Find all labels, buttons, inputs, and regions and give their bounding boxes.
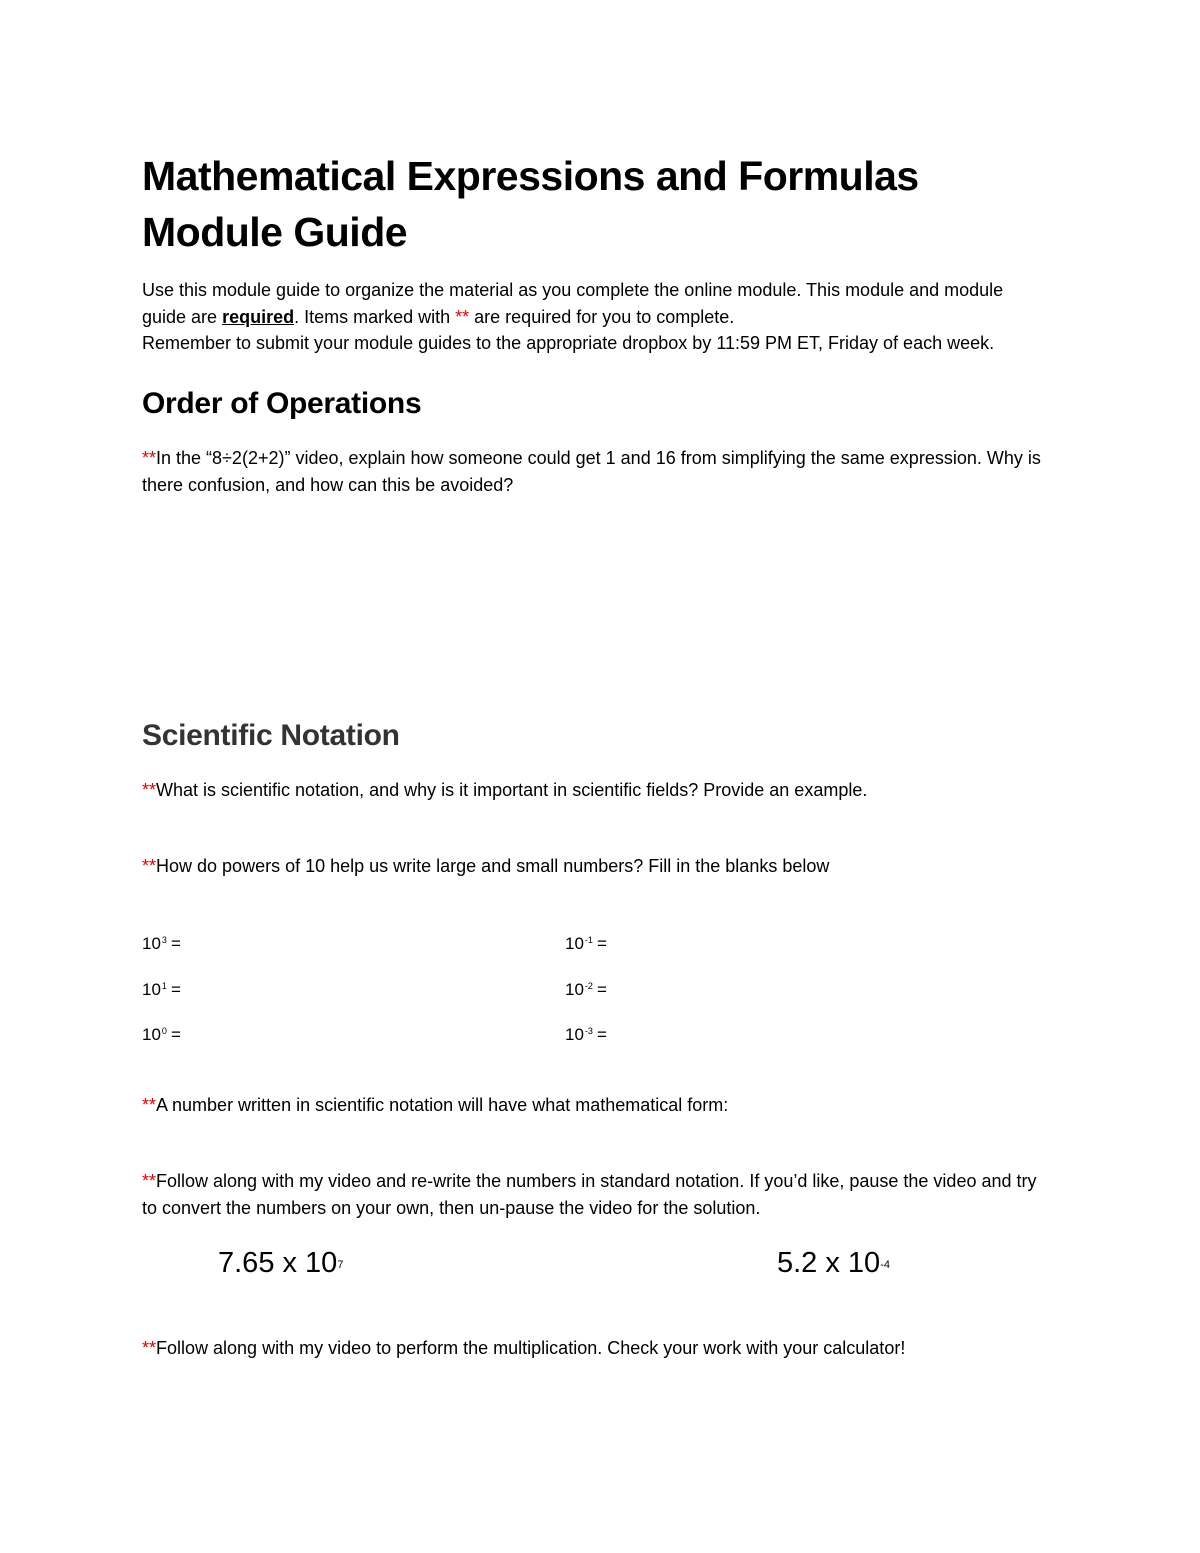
page-title xyxy=(142,148,1102,260)
required-marker: ** xyxy=(142,1338,157,1358)
intro-text-4: Remember to submit your module guides to the appropriate dropbox by 11:59 PM ET, Friday of each week. xyxy=(142,333,995,353)
power-blank: $10^{-3}$ = xyxy=(565,1025,607,1044)
required-marker: ** xyxy=(142,780,157,800)
required-emphasis: required xyxy=(222,306,295,327)
question-text: How do powers of 10 help us write large and small numbers? Fill in the blanks below xyxy=(156,856,830,876)
sci-question-2 xyxy=(142,853,1042,880)
sci-question-3 xyxy=(142,1092,1042,1119)
example-number-2: 5.2 x $10^{-4}$ xyxy=(777,1247,890,1279)
question-text: What is scientific notation, and why is it important in scientific fields? Provide an example. xyxy=(156,780,868,800)
order-of-operations-heading: Order of Operations xyxy=(142,387,422,420)
example-number-1: 7.65 x $10^7$ xyxy=(218,1247,344,1279)
intro-text-1: Use this module guide to organize the material as you complete the online module. This module and module guide are xyxy=(142,280,1004,327)
power-blank: $10^0$ = xyxy=(142,1025,181,1044)
intro-paragraph xyxy=(142,277,1042,357)
question-text: Follow along with my video and re-write the numbers in standard notation. If you’d like, pause the video and try to convert the numbers on your own, then un-pause the video for the solution. xyxy=(142,1171,1037,1218)
required-marker: ** xyxy=(142,1171,157,1191)
scientific-notation-heading: Scientific Notation xyxy=(142,719,400,752)
required-marker: ** xyxy=(455,306,470,327)
power-blank: $10^{-1}$ = xyxy=(565,934,607,953)
required-marker: ** xyxy=(142,1095,157,1115)
required-marker: ** xyxy=(142,856,157,876)
title-line-2: Module Guide xyxy=(142,209,408,255)
sci-question-1 xyxy=(142,777,1042,804)
required-marker: ** xyxy=(142,448,157,468)
sci-question-5 xyxy=(142,1335,1042,1362)
title-line-1: Mathematical Expressions and Formulas xyxy=(142,153,919,199)
power-blank: $10^1$ = xyxy=(142,980,181,999)
power-blank: $10^3$ = xyxy=(142,934,181,953)
power-blank: $10^{-2}$ = xyxy=(565,980,607,999)
question-text: Follow along with my video to perform the multiplication. Check your work with your calculator! xyxy=(156,1338,906,1358)
intro-text-3: are required for you to complete. xyxy=(469,306,735,327)
question-text: In the “8÷2(2+2)” video, explain how someone could get 1 and 16 from simplifying the same expression. Why is there confusion, and how can this be avoided? xyxy=(142,448,1041,495)
intro-text-2: . Items marked with xyxy=(294,306,456,327)
question-text: A number written in scientific notation will have what mathematical form: xyxy=(156,1095,729,1115)
order-question-1 xyxy=(142,445,1042,498)
sci-question-4 xyxy=(142,1168,1042,1221)
